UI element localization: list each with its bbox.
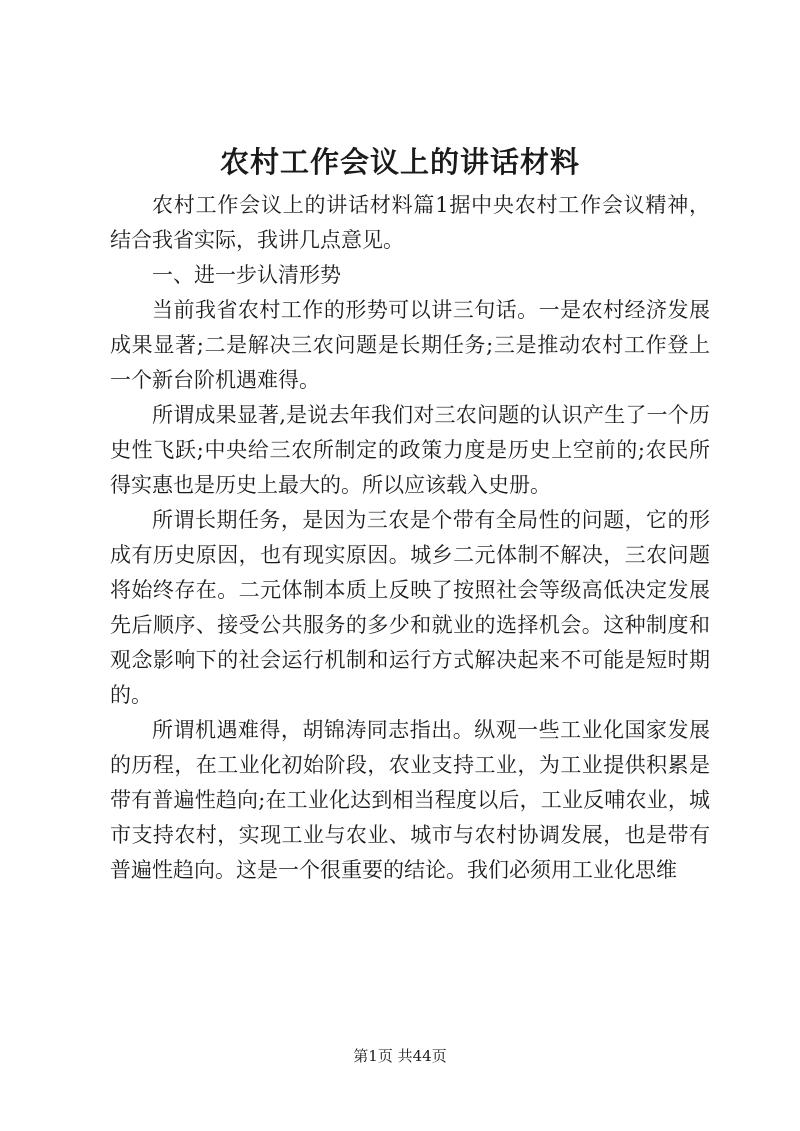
document-title: 农村工作会议上的讲话材料 xyxy=(219,145,580,179)
page-number-footer: 第1页 共44页 xyxy=(353,1047,447,1065)
paragraph-situation: 当前我省农村工作的形势可以讲三句话。一是农村经济发展成果显著;二是解决三农问题是长期任务;三是推动农村工作登上一个新台阶机遇难得。 xyxy=(110,298,710,392)
paragraph-long-term-task: 所谓长期任务，是因为三农是个带有全局性的问题，它的形成有历史原因，也有现实原因。城乡二元体制不解决，三农问题将始终存在。二元体制本质上反映了按照社会等级高低决定发展先后顺序、接受公共服务的多少和就业的选择机会。这种制度和观念影响下的社会运行机制和运行方式解决起来不可能是短时期的。 xyxy=(110,508,710,707)
paragraph-intro: 农村工作会议上的讲话材料篇1据中央农村工作会议精神，结合我省实际，我讲几点意见。 xyxy=(110,193,710,252)
paragraph-opportunity: 所谓机遇难得，胡锦涛同志指出。纵观一些工业化国家发展的历程，在工业化初始阶段，农业支持工业，为工业提供积累是带有普遍性趋向;在工业化达到相当程度以后，工业反哺农业，城市支持农村，实现工业与农业、城市与农村协调发展，也是带有普遍性趋向。这是一个很重要的结论。我们必须用工业化思维 xyxy=(110,718,710,882)
document-body xyxy=(110,188,710,888)
section-heading: 一、进一步认清形势 xyxy=(152,263,341,287)
paragraph-achievements: 所谓成果显著,是说去年我们对三农问题的认识产生了一个历史性飞跃;中央给三农所制定的政策力度是历史上空前的;农民所得实惠也是历史上最大的。所以应该载入史册。 xyxy=(110,403,710,497)
